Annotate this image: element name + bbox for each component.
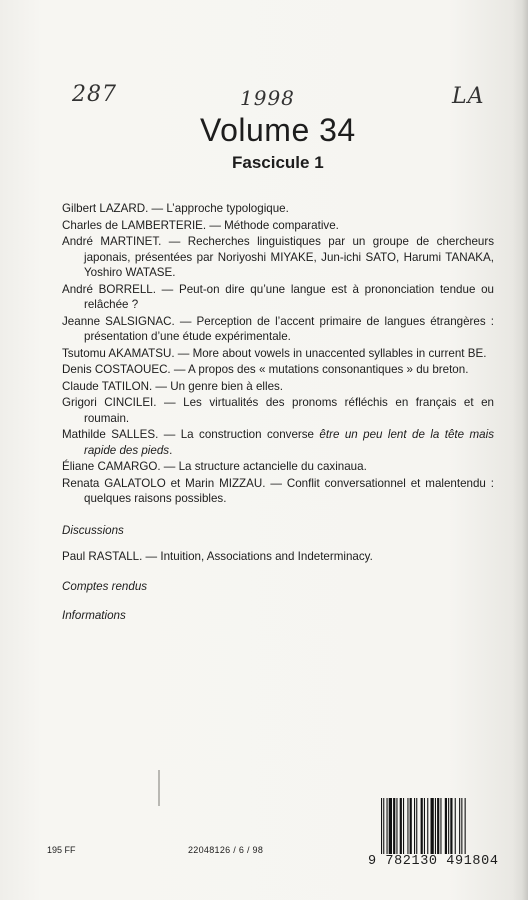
salles-prefix: Mathilde SALLES. — La construction converse [62, 428, 320, 441]
page-edge-shadow [522, 0, 528, 900]
discussion-entry: Paul RASTALL. — Intuition, Associations and Indeterminacy. [62, 550, 373, 563]
toc-entry: Claude TATILON. — Un genre bien à elles. [62, 379, 284, 393]
handwritten-note-year: 1998 [240, 86, 295, 110]
volume-title: Volume 34 [200, 112, 356, 148]
isbn-barcode [368, 798, 500, 876]
salles-italic-title: être un peu lent de la tête mais rapide des pieds [84, 428, 494, 457]
toc-entry: André MARTINET. — Recherches linguistiques par un groupe de chercheurs japonais, présentées par Noriyoshi MIYAKE, Jun-ichi SATO, Harumi TANAKA, Yoshiro WATASE. [62, 235, 494, 279]
handwritten-note-right: LA [452, 84, 485, 109]
salles-suffix: . [169, 443, 173, 457]
toc-entry: Jeanne SALSIGNAC. — Perception de l’accent primaire de langues étrangères : présentation d’une étude expérimentale. [62, 314, 494, 343]
toc-entry: Charles de LAMBERTERIE. — Méthode comparative. [62, 218, 339, 232]
section-comptes-rendus: Comptes rendus [62, 579, 148, 593]
section-informations: Informations [62, 609, 126, 622]
toc-entry: Éliane CAMARGO. — La structure actancielle du caxinaua. [62, 460, 367, 473]
toc-entry: Gilbert LAZARD. — L’approche typologique. [62, 202, 289, 215]
catalog-code: 22048126 / 6 / 98 [188, 845, 264, 855]
isbn-number: 9 782130 491804 [368, 854, 499, 869]
table-of-contents [62, 201, 494, 624]
toc-entry: André BORRELL. — Peut-on dire qu’une langue est à prononciation tendue ou relâchée ? [62, 282, 494, 311]
barcode-bars [380, 798, 500, 854]
price-label: 195 FF [47, 845, 76, 855]
toc-entry: Grigori CINCILEI. — Les virtualités des pronoms réfléchis en français et en roumain. [62, 396, 494, 425]
handwritten-note-left: 287 [72, 82, 117, 107]
toc-entry: Renata GALATOLO et Marin MIZZAU. — Conflit conversationnel et malentendu : quelques raisons possibles. [62, 476, 494, 505]
toc-entry: Denis COSTAOUEC. — A propos des « mutations consonantiques » du breton. [62, 363, 469, 376]
section-discussions: Discussions [62, 523, 124, 537]
toc-entry: Tsutomu AKAMATSU. — More about vowels in unaccented syllables in current BE. [62, 346, 487, 360]
pencil-mark [158, 770, 160, 806]
fascicule-subtitle: Fascicule 1 [232, 153, 324, 172]
toc-entry-salles [62, 427, 494, 458]
